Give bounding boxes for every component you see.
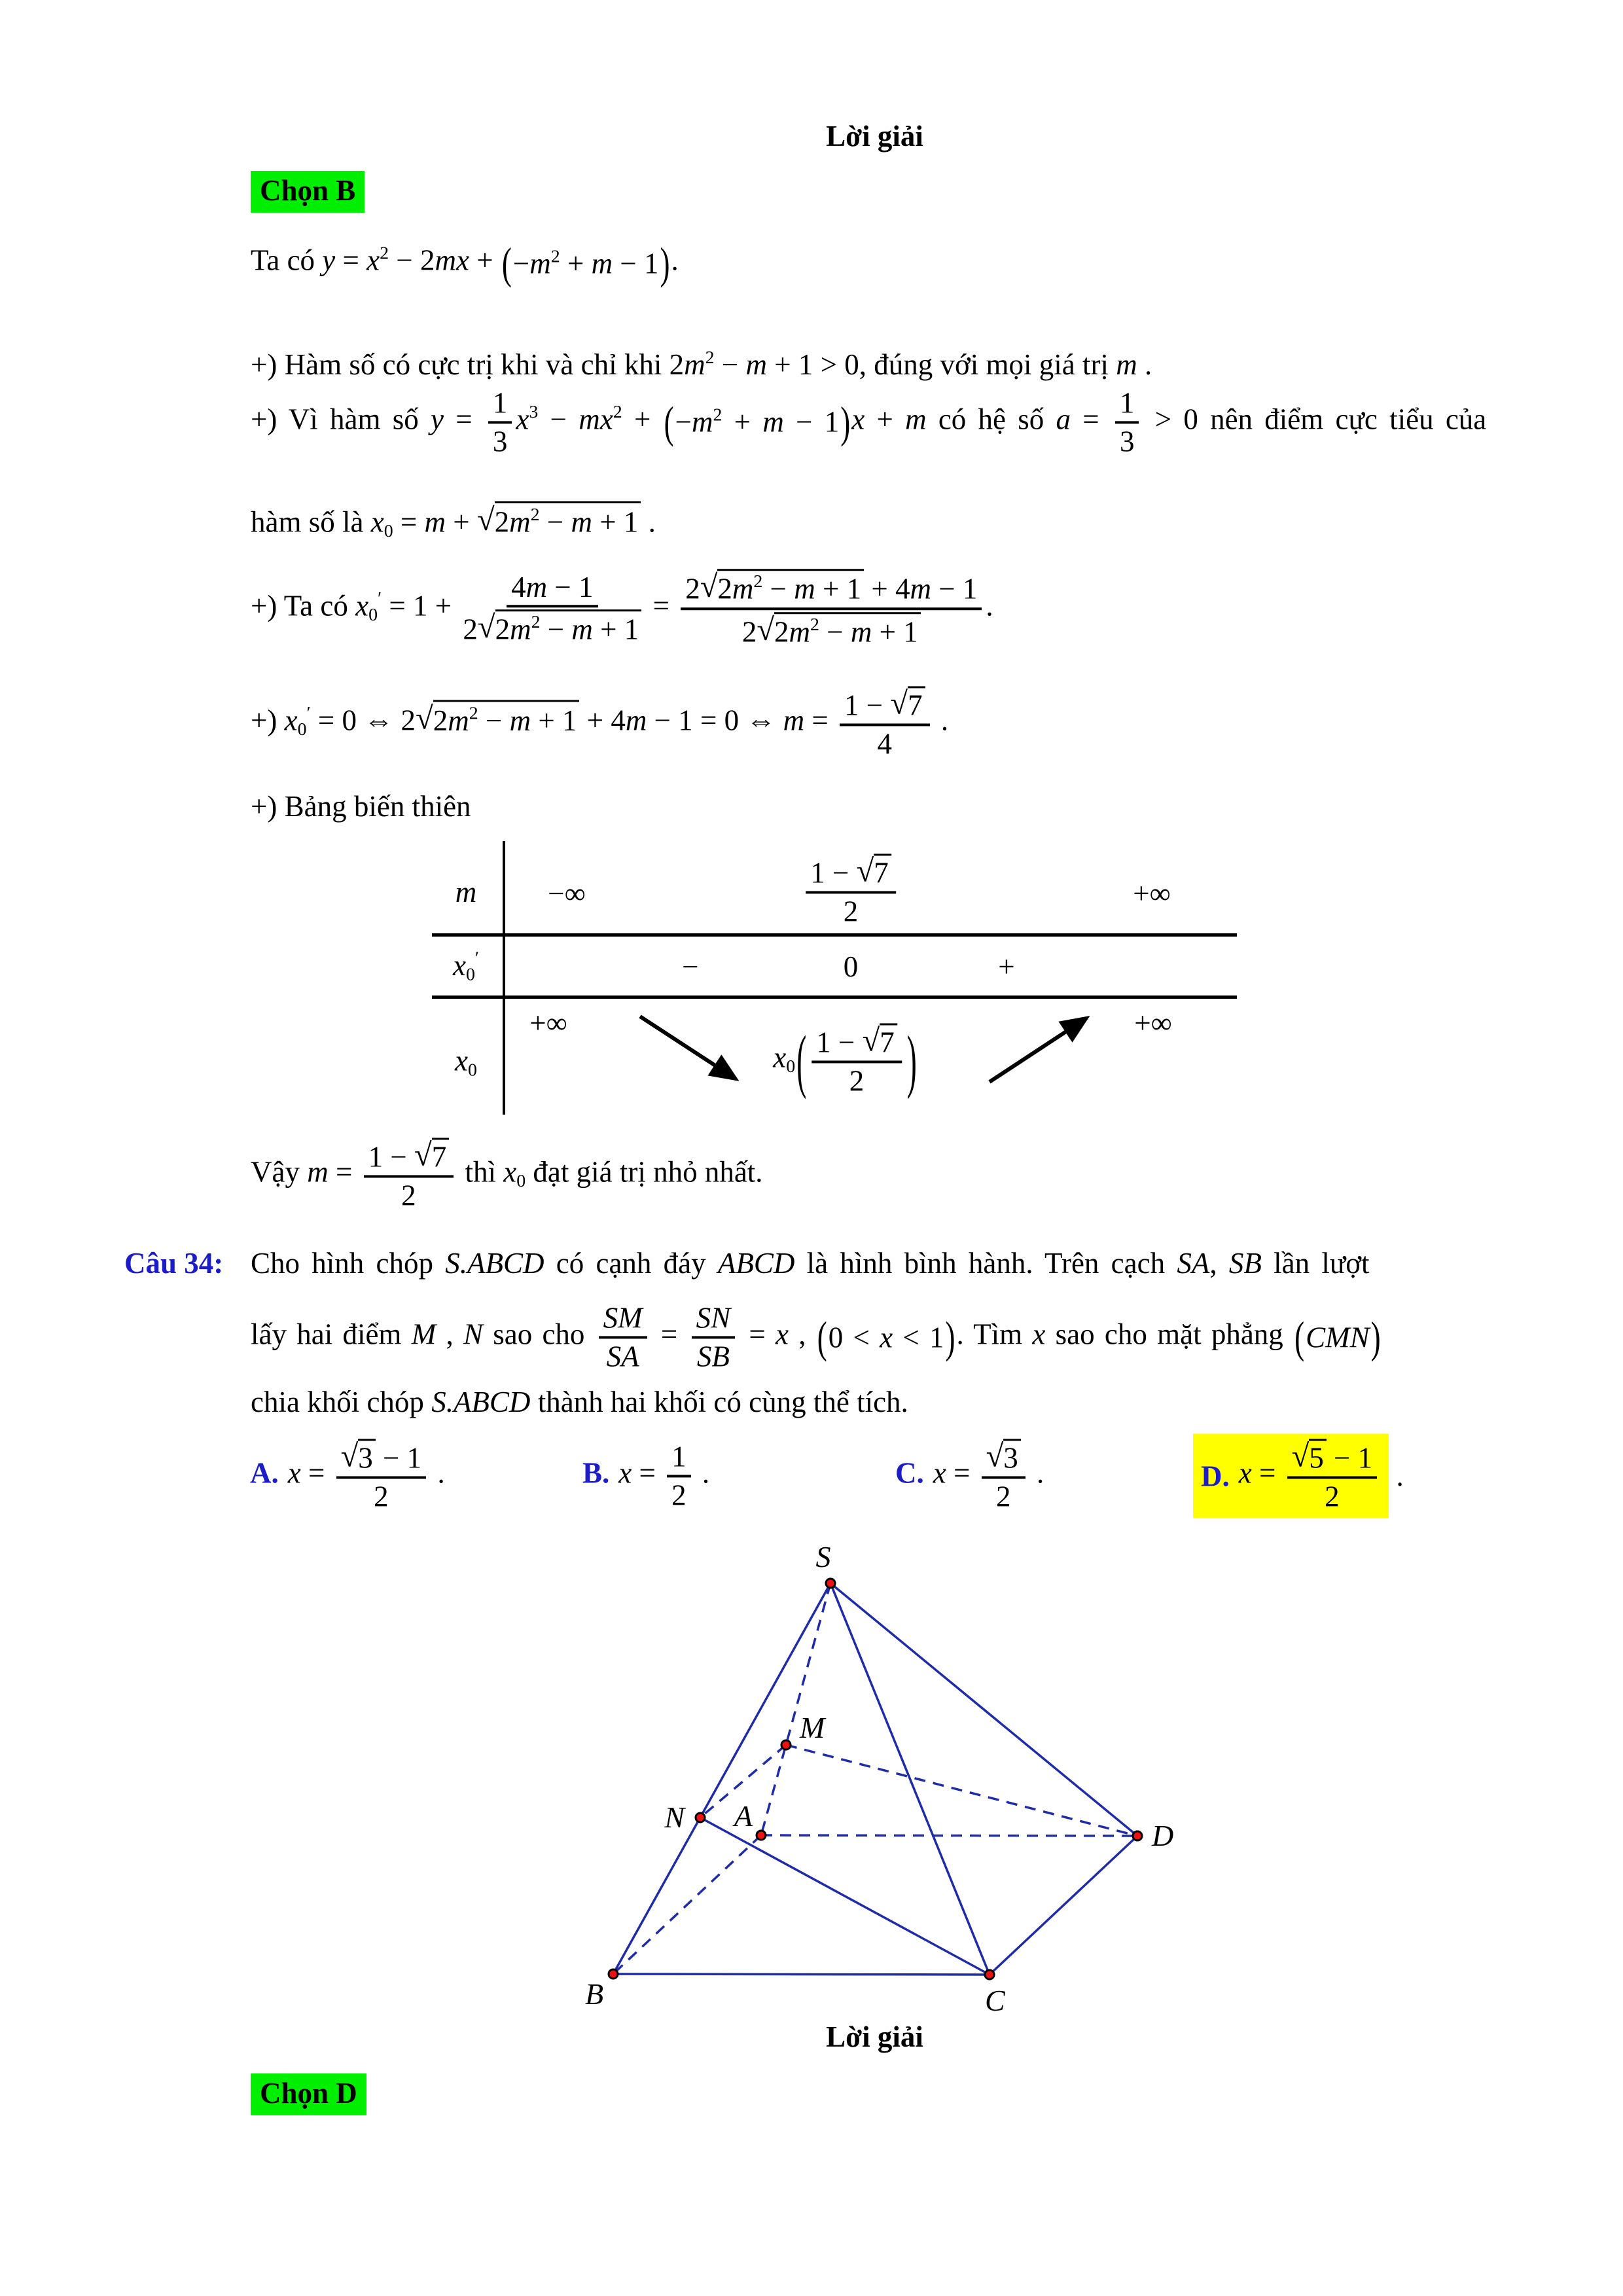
option-a-formula: x = $\frac{√3 - 1}{2}$ . — [287, 1438, 445, 1513]
bbt-var-x0-prime: x0′ — [452, 948, 480, 985]
pyramid-figure — [530, 1538, 1185, 2036]
option-d — [1193, 1433, 1404, 1518]
variation-table — [432, 841, 1237, 1116]
fraction: $\frac{1 - √7}{2}$ — [364, 1138, 454, 1211]
figure-label-s: S — [815, 1540, 831, 1573]
vertex-dot-n — [696, 1813, 705, 1822]
edge-bc — [613, 1974, 990, 1975]
square-root: √7 — [857, 853, 891, 889]
fraction: $\frac{1 - √7}{2}$ — [812, 1023, 902, 1097]
bbt-sign-zero: 0 — [843, 950, 859, 983]
fraction: $\frac{1}{2}$ — [667, 1441, 691, 1511]
option-d-formula: x = $\frac{√5 - 1}{2}$ — [1239, 1439, 1381, 1513]
solution-line-function: Ta có $y = x^2 - 2mx$ + ( $-m^2 + m - 1$ ) . — [251, 238, 679, 288]
solution-conclusion: Vậy m = $\frac{1 - √7}{2}$ thì x0 đạt giá trị nhỏ nhất. — [251, 1137, 763, 1212]
edge-nc — [700, 1818, 990, 1975]
arrow-decreasing-icon — [640, 1016, 734, 1078]
bbt-sign-minus: − — [682, 950, 699, 983]
parenthesized-group: ( 0 < x < 1 ) — [817, 1312, 955, 1362]
edge-sd — [830, 1583, 1137, 1836]
option-a-label: A. — [250, 1456, 279, 1490]
edge-ab — [613, 1835, 761, 1974]
bbt-var-m: m — [455, 876, 477, 908]
question-line-1: Cho hình chóp S.ABCD có cạnh đáy ABCD là hình bình hành. Trên cạch SA, SB lần lượt — [251, 1247, 1370, 1280]
answer-choice-d-highlight: Chọn D — [251, 2073, 366, 2115]
bbt-sign-plus: + — [998, 950, 1015, 983]
solution-line-bbt-caption: +) Bảng biến thiên — [251, 790, 471, 823]
vertex-dot-b — [609, 1969, 618, 1979]
option-c — [895, 1439, 1044, 1513]
solution-title-1: Lời giải — [826, 120, 923, 152]
fraction: $\frac{1}{3}$ — [1115, 387, 1139, 457]
fraction: $\frac{4m - 1}{2√2m^2 - m + 1}$ — [463, 571, 641, 646]
fraction: $\frac{1 - √7}{2}$ — [806, 853, 896, 927]
fraction: $\frac{√5 - 1}{2}$ — [1287, 1439, 1378, 1513]
edge-sb — [613, 1583, 830, 1974]
bbt-m-pos-inf: +∞ — [1133, 877, 1171, 910]
option-c-label: C. — [895, 1456, 924, 1490]
bbt-x0-min-value: x0 ( $\frac{1 - √7}{2}$ ) — [773, 1021, 917, 1100]
option-c-formula: x = $\frac{√3}{2}$ . — [933, 1438, 1044, 1513]
square-root: $√2m^2 - m + 1$ — [700, 569, 864, 605]
square-root: √3 — [341, 1439, 376, 1474]
square-root: $√2m^2 - m + 1$ — [478, 609, 641, 646]
bbt-x0-left-inf: +∞ — [529, 1007, 567, 1039]
square-root: √7 — [414, 1138, 449, 1173]
solution-title-2: Lời giải — [826, 2020, 923, 2053]
option-b-label: B. — [582, 1456, 610, 1490]
edge-sc — [830, 1583, 990, 1975]
square-root: $√2m^2 - m + 1$ — [416, 700, 579, 738]
figure-label-d: D — [1152, 1819, 1174, 1852]
edge-cd — [990, 1836, 1137, 1975]
answer-choice-b — [251, 171, 365, 213]
parenthesized-group: ( $-m^2 + m - 1$ ) — [664, 397, 851, 447]
vertex-dot-c — [985, 1970, 994, 1979]
answer-choice-b-highlight: Chọn B — [251, 171, 365, 213]
option-d-highlight — [1193, 1433, 1389, 1518]
square-root: $√2m^2 - m + 1$ — [477, 501, 641, 539]
fraction: $\frac{√3}{2}$ — [982, 1439, 1026, 1513]
figure-label-n: N — [664, 1801, 685, 1834]
figure-label-c: C — [985, 1984, 1005, 2017]
square-root: √7 — [890, 686, 925, 721]
edge-md — [786, 1745, 1137, 1836]
vertex-dot-s — [826, 1579, 835, 1588]
bbt-arrows — [432, 841, 1237, 1116]
option-d-label: D. — [1201, 1460, 1230, 1492]
square-root: √5 — [1292, 1439, 1327, 1474]
fraction: $\frac{1}{3}$ — [488, 387, 512, 457]
option-a — [250, 1439, 445, 1513]
fraction: $\frac{2√2m^2 - m + 1 + 4m - 1}{2√2m^2 - m + 1}$ — [681, 569, 982, 649]
question-number: Câu 34: — [124, 1247, 224, 1280]
square-root: √7 — [863, 1023, 897, 1058]
vertex-dot-d — [1133, 1831, 1142, 1840]
vertex-dot-m — [781, 1740, 791, 1749]
bbt-m-neg-inf: −∞ — [548, 877, 586, 910]
solution-line-min-point: hàm số là $x0 = m + √2m^2 - m + 1$ . — [251, 502, 656, 542]
answer-choice-d — [251, 2073, 366, 2115]
option-b — [582, 1441, 709, 1511]
parenthesized-group: ( CMN ) — [1294, 1312, 1381, 1362]
edge-ad — [761, 1835, 1137, 1836]
option-b-formula: x = $\frac{1}{2}$ . — [618, 1440, 710, 1511]
solution-line-extremum: +) Hàm số có cực trị khi và chỉ khi $2m^2 - m + 1 > 0$, đúng với mọi giá trị m . — [251, 347, 1152, 382]
bbt-var-x0: x0 — [455, 1044, 477, 1081]
edge-sa — [761, 1583, 830, 1835]
fraction: $\frac{√3 - 1}{2}$ — [336, 1439, 427, 1513]
figure-label-a: A — [734, 1799, 753, 1833]
bbt-x0-right-inf: +∞ — [1134, 1007, 1172, 1039]
parenthesized-group: ( $-m^2 + m - 1$ ) — [501, 238, 670, 288]
solution-line-derivative: +) Ta có x0′ = 1 + $\frac{4m - 1}{2√2m^2 - m + 1}$ = $\frac{2√2m^2 - m + 1 + 4m - 1}{2√2m^2 - m + 1}$ . — [251, 569, 993, 649]
figure-label-m: M — [800, 1711, 825, 1744]
parenthesized-group: ( $\frac{1 - √7}{2}$ ) — [796, 1021, 917, 1100]
solution-line-coefficient: +) Vì hàm số y = $\frac{1}{3}$ $x^3 - mx^2$ + ( $-m^2 + m - 1$ ) x + m có hệ số a = $\frac{1}{3}$ > 0 nên điểm cực tiểu của — [251, 386, 1487, 457]
arrow-increasing-icon — [990, 1019, 1085, 1082]
question-line-2: lấy hai điểm M , N sao cho $\frac{SM}{SA}$ = $\frac{SN}{SB}$ = x , ( 0 < x < 1 ) . Tìm x sao cho mặt phẳng ( CMN ) — [251, 1301, 1381, 1372]
option-d-tail: . — [1389, 1460, 1404, 1492]
question-line-3: chia khối chóp S.ABCD thành hai khối có cùng thể tích. — [251, 1386, 908, 1418]
vertex-dot-a — [757, 1831, 766, 1840]
square-root: $√2m^2 - m + 1$ — [757, 612, 920, 649]
figure-label-b: B — [584, 1977, 604, 2011]
fraction: $\frac{SM}{SA}$ — [599, 1302, 647, 1372]
fraction: $\frac{SN}{SB}$ — [692, 1302, 736, 1372]
square-root: √3 — [986, 1439, 1021, 1474]
solution-line-root: +) x0′ = 0 ⇔ $2√2m^2 - m + 1 + 4m - 1 = 0$ ⇔ m = $\frac{1 - √7}{4}$ . — [251, 685, 949, 761]
fraction: $\frac{1 - √7}{4}$ — [840, 686, 930, 760]
